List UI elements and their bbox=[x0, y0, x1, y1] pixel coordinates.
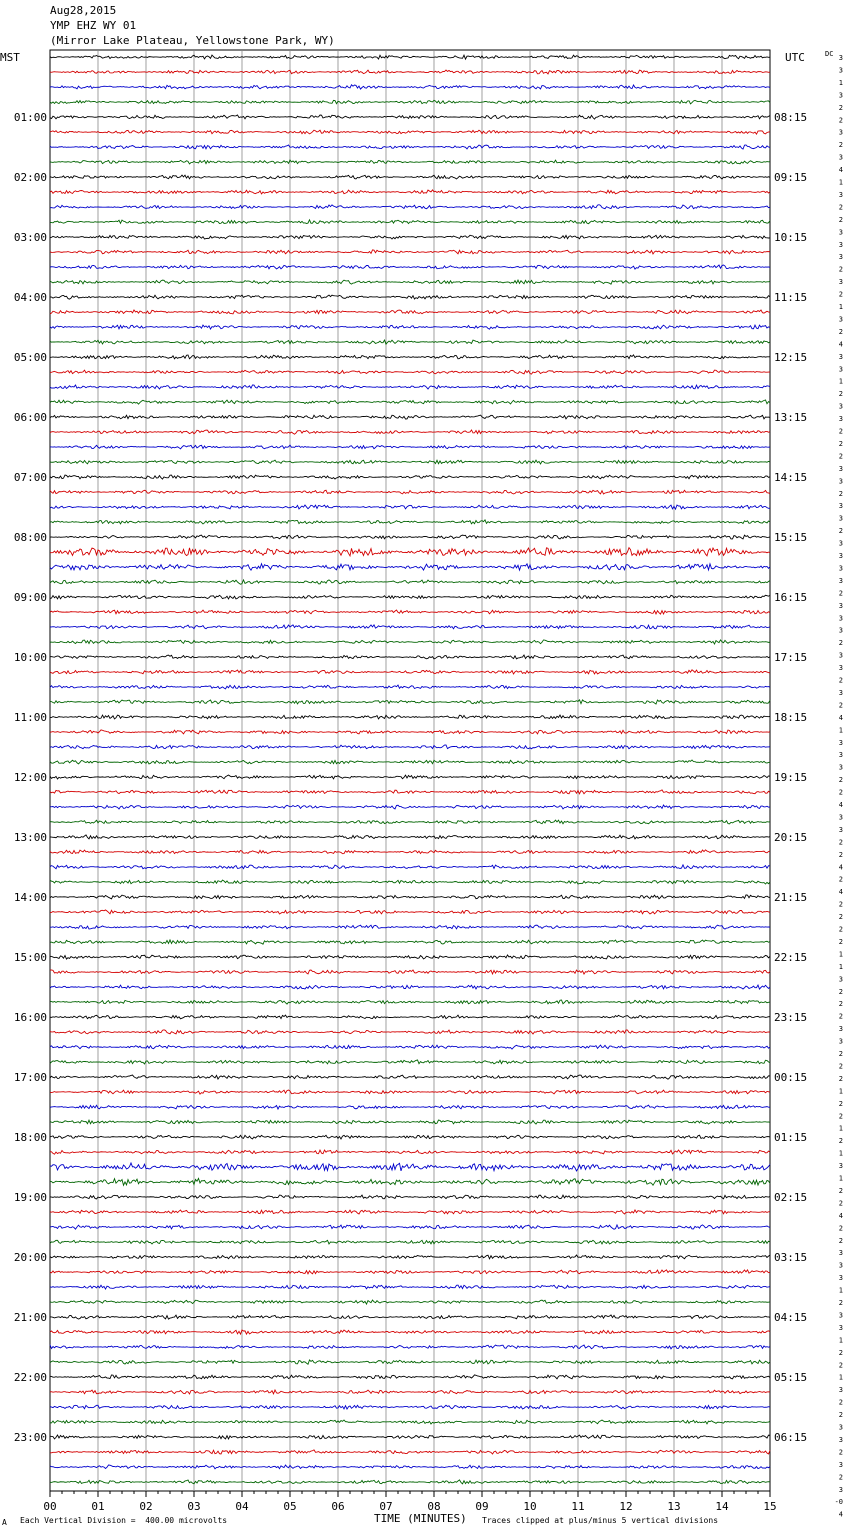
seismic-trace bbox=[50, 340, 770, 344]
seismic-trace bbox=[50, 475, 770, 479]
seismic-trace bbox=[50, 100, 770, 104]
dc-offset-value: 4 bbox=[838, 1211, 843, 1220]
hour-label-utc: 22:15 bbox=[774, 951, 808, 964]
hour-label-utc: 05:15 bbox=[774, 1371, 808, 1384]
dc-offset-value: 2 bbox=[838, 103, 843, 112]
seismic-trace bbox=[50, 1195, 770, 1199]
dc-offset-value: 3 bbox=[838, 91, 843, 100]
dc-offset-value: 3 bbox=[838, 1460, 843, 1469]
dc-label: DC bbox=[825, 50, 834, 58]
seismic-trace bbox=[50, 220, 770, 224]
dc-offset-value: 1 bbox=[838, 78, 843, 87]
dc-offset-value: 3 bbox=[838, 738, 843, 747]
dc-offset-value: 4 bbox=[838, 863, 843, 872]
seismic-trace bbox=[50, 55, 770, 59]
hour-label-mst: 14:00 bbox=[13, 891, 47, 904]
seismic-trace bbox=[50, 715, 770, 719]
hour-label-utc: 16:15 bbox=[774, 591, 808, 604]
seismic-trace bbox=[50, 1225, 770, 1229]
hour-label-mst: 10:00 bbox=[13, 651, 47, 664]
seismic-trace bbox=[50, 70, 770, 74]
seismic-trace bbox=[50, 625, 770, 629]
hour-label-utc: 13:15 bbox=[774, 411, 808, 424]
dc-offset-value: 2 bbox=[838, 141, 843, 150]
seismic-trace bbox=[50, 955, 770, 959]
seismic-trace bbox=[50, 1255, 770, 1259]
hour-label-mst: 04:00 bbox=[13, 291, 47, 304]
hour-label-utc: 10:15 bbox=[774, 231, 808, 244]
seismic-trace bbox=[50, 940, 770, 944]
seismic-trace bbox=[50, 310, 770, 314]
dc-offset-value: 2 bbox=[838, 1448, 843, 1457]
hour-label-utc: 17:15 bbox=[774, 651, 808, 664]
dc-offset-value: 2 bbox=[838, 1112, 843, 1121]
x-tick-label: 04 bbox=[235, 1500, 249, 1513]
hour-label-mst: 12:00 bbox=[13, 771, 47, 784]
x-tick-label: 05 bbox=[283, 1500, 297, 1513]
seismic-trace bbox=[50, 640, 770, 644]
x-tick-label: 03 bbox=[187, 1500, 201, 1513]
hour-label-utc: 20:15 bbox=[774, 831, 808, 844]
dc-offset-value: 2 bbox=[838, 1361, 843, 1370]
dc-offset-value: 3 bbox=[838, 1261, 843, 1270]
seismic-trace bbox=[50, 1375, 770, 1379]
seismic-trace bbox=[50, 160, 770, 164]
dc-offset-value: 2 bbox=[838, 1000, 843, 1009]
dc-offset-value: 2 bbox=[838, 1099, 843, 1108]
hour-label-mst: 01:00 bbox=[13, 111, 47, 124]
dc-offset-value: 2 bbox=[838, 452, 843, 461]
seismic-trace bbox=[50, 760, 770, 764]
dc-offset-value: -0 bbox=[834, 1498, 843, 1507]
dc-offset-value: 2 bbox=[838, 1137, 843, 1146]
dc-offset-value: 1 bbox=[838, 1124, 843, 1133]
seismic-trace bbox=[50, 580, 770, 584]
dc-offset-value: 2 bbox=[838, 290, 843, 299]
seismic-trace bbox=[50, 370, 770, 374]
station-label: YMP EHZ WY 01 bbox=[50, 19, 137, 32]
dc-offset-value: 3 bbox=[838, 1423, 843, 1432]
seismic-trace bbox=[50, 1345, 770, 1349]
seismic-trace bbox=[50, 1390, 770, 1394]
dc-offset-value: 3 bbox=[838, 153, 843, 162]
hour-label-utc: 14:15 bbox=[774, 471, 808, 484]
seismic-trace bbox=[50, 835, 770, 839]
dc-offset-value: 2 bbox=[838, 1186, 843, 1195]
dc-offset-value: 3 bbox=[838, 402, 843, 411]
seismic-trace bbox=[50, 400, 770, 404]
hour-label-utc: 02:15 bbox=[774, 1191, 808, 1204]
seismic-trace bbox=[50, 460, 770, 464]
seismic-trace bbox=[50, 1210, 770, 1214]
seismic-trace bbox=[50, 385, 770, 389]
seismic-trace bbox=[50, 730, 770, 734]
dc-offset-value: 3 bbox=[838, 1323, 843, 1332]
dc-offset-value: 3 bbox=[838, 539, 843, 548]
seismic-trace bbox=[50, 670, 770, 674]
hour-label-mst: 06:00 bbox=[13, 411, 47, 424]
dc-offset-value: 1 bbox=[838, 726, 843, 735]
seismic-trace bbox=[50, 1015, 770, 1019]
dc-offset-value: 2 bbox=[838, 265, 843, 274]
dc-offset-value: 2 bbox=[838, 1199, 843, 1208]
dc-offset-value: 2 bbox=[838, 116, 843, 125]
dc-offset-value: 2 bbox=[838, 925, 843, 934]
seismic-trace bbox=[50, 595, 770, 599]
dc-offset-value: 2 bbox=[838, 1348, 843, 1357]
dc-offset-value: 1 bbox=[838, 178, 843, 187]
dc-offset-value: 1 bbox=[838, 1174, 843, 1183]
corner-mark: A bbox=[2, 1518, 7, 1527]
x-tick-label: 00 bbox=[43, 1500, 57, 1513]
x-tick-label: 07 bbox=[379, 1500, 393, 1513]
dc-offset-value: 2 bbox=[838, 1062, 843, 1071]
seismic-trace bbox=[50, 535, 770, 539]
x-tick-label: 11 bbox=[571, 1500, 585, 1513]
seismic-trace bbox=[50, 1163, 770, 1171]
hour-label-mst: 21:00 bbox=[13, 1311, 47, 1324]
dc-offset-value: 4 bbox=[838, 340, 843, 349]
seismic-trace bbox=[50, 145, 770, 149]
x-axis-label: TIME (MINUTES) bbox=[374, 1512, 467, 1525]
seismic-trace bbox=[50, 1450, 770, 1454]
dc-offset-value: 3 bbox=[838, 1435, 843, 1444]
seismic-trace bbox=[50, 805, 770, 809]
dc-offset-value: 2 bbox=[838, 776, 843, 785]
dc-offset-value: 3 bbox=[838, 1311, 843, 1320]
hour-label-utc: 03:15 bbox=[774, 1251, 808, 1264]
seismic-trace bbox=[50, 505, 770, 509]
dc-offset-value: 2 bbox=[838, 937, 843, 946]
seismic-trace bbox=[50, 1045, 770, 1049]
dc-offset-value: 2 bbox=[838, 838, 843, 847]
hour-label-utc: 15:15 bbox=[774, 531, 808, 544]
seismic-trace bbox=[50, 1105, 770, 1109]
hour-label-mst: 07:00 bbox=[13, 471, 47, 484]
dc-offset-value: 2 bbox=[838, 850, 843, 859]
hour-label-mst: 08:00 bbox=[13, 531, 47, 544]
seismic-trace bbox=[50, 895, 770, 899]
dc-offset-value: 4 bbox=[838, 713, 843, 722]
seismic-trace bbox=[50, 1360, 770, 1364]
dc-offset-value: 3 bbox=[838, 315, 843, 324]
dc-offset-value: 3 bbox=[838, 352, 843, 361]
x-tick-label: 13 bbox=[667, 1500, 681, 1513]
dc-offset-value: 3 bbox=[838, 365, 843, 374]
dc-offset-value: 1 bbox=[838, 1286, 843, 1295]
left-axis-title: MST bbox=[0, 51, 20, 64]
hour-label-mst: 11:00 bbox=[13, 711, 47, 724]
scale-note: Each Vertical Division = 400.00 microvolts bbox=[20, 1516, 228, 1525]
dc-offset-value: 2 bbox=[838, 1398, 843, 1407]
dc-offset-value: 3 bbox=[838, 415, 843, 424]
dc-offset-value: 3 bbox=[838, 66, 843, 75]
seismic-trace bbox=[50, 1120, 770, 1124]
seismic-trace bbox=[50, 355, 770, 359]
seismic-trace bbox=[50, 745, 770, 749]
dc-offset-value: 3 bbox=[838, 564, 843, 573]
seismic-trace bbox=[50, 610, 770, 614]
seismic-trace bbox=[50, 265, 770, 269]
seismic-trace bbox=[50, 970, 770, 974]
dc-offset-value: 3 bbox=[838, 502, 843, 511]
seismic-trace bbox=[50, 175, 770, 179]
hour-label-utc: 09:15 bbox=[774, 171, 808, 184]
dc-offset-value: 3 bbox=[838, 813, 843, 822]
dc-offset-value: 2 bbox=[838, 489, 843, 498]
x-tick-label: 14 bbox=[715, 1500, 729, 1513]
hour-label-mst: 22:00 bbox=[13, 1371, 47, 1384]
dc-offset-value: 3 bbox=[838, 1249, 843, 1258]
seismic-trace bbox=[50, 1090, 770, 1094]
seismic-trace bbox=[50, 1000, 770, 1004]
seismic-trace bbox=[50, 1465, 770, 1469]
dc-offset-value: 2 bbox=[838, 1411, 843, 1420]
seismic-trace bbox=[50, 1330, 770, 1334]
seismic-trace bbox=[50, 685, 770, 689]
hour-label-mst: 20:00 bbox=[13, 1251, 47, 1264]
seismic-trace bbox=[50, 1150, 770, 1154]
seismic-trace bbox=[50, 1405, 770, 1409]
x-tick-label: 06 bbox=[331, 1500, 345, 1513]
x-tick-label: 01 bbox=[91, 1500, 105, 1513]
dc-offset-value: 2 bbox=[838, 439, 843, 448]
seismic-trace bbox=[50, 1315, 770, 1319]
dc-offset-value: 3 bbox=[838, 825, 843, 834]
seismic-trace bbox=[50, 115, 770, 119]
hour-label-mst: 16:00 bbox=[13, 1011, 47, 1024]
x-tick-label: 02 bbox=[139, 1500, 153, 1513]
seismic-trace bbox=[50, 250, 770, 254]
dc-offset-value: 3 bbox=[838, 688, 843, 697]
dc-offset-value: 1 bbox=[838, 1336, 843, 1345]
hour-label-mst: 19:00 bbox=[13, 1191, 47, 1204]
dc-offset-value: 2 bbox=[838, 701, 843, 710]
dc-offset-value: 2 bbox=[838, 676, 843, 685]
hour-label-utc: 04:15 bbox=[774, 1311, 808, 1324]
dc-offset-value: 4 bbox=[838, 1510, 843, 1519]
hour-label-utc: 19:15 bbox=[774, 771, 808, 784]
hour-label-utc: 06:15 bbox=[774, 1431, 808, 1444]
seismic-trace bbox=[50, 1030, 770, 1034]
seismic-trace bbox=[50, 548, 770, 556]
dc-offset-value: 4 bbox=[838, 166, 843, 175]
hour-label-mst: 15:00 bbox=[13, 951, 47, 964]
dc-offset-value: 3 bbox=[838, 651, 843, 660]
dc-offset-value: 2 bbox=[838, 1012, 843, 1021]
seismic-trace bbox=[50, 1270, 770, 1274]
hour-label-utc: 12:15 bbox=[774, 351, 808, 364]
date-label: Aug28,2015 bbox=[50, 4, 117, 17]
seismic-trace bbox=[50, 1300, 770, 1304]
dc-offset-value: 3 bbox=[838, 1162, 843, 1171]
dc-offset-value: 2 bbox=[838, 527, 843, 536]
seismic-trace bbox=[50, 910, 770, 914]
right-axis-title: UTC bbox=[785, 51, 805, 64]
hour-label-utc: 00:15 bbox=[774, 1071, 808, 1084]
dc-offset-value: 2 bbox=[838, 390, 843, 399]
dc-offset-value: 2 bbox=[838, 1473, 843, 1482]
dc-offset-value: 2 bbox=[838, 987, 843, 996]
dc-offset-value: 3 bbox=[838, 1274, 843, 1283]
dc-offset-value: 3 bbox=[838, 514, 843, 523]
dc-offset-value: 3 bbox=[838, 464, 843, 473]
seismic-trace bbox=[50, 1420, 770, 1424]
hour-label-utc: 21:15 bbox=[774, 891, 808, 904]
x-tick-label: 10 bbox=[523, 1500, 537, 1513]
dc-offset-value: 2 bbox=[838, 913, 843, 922]
dc-offset-value: 3 bbox=[838, 1386, 843, 1395]
seismic-trace bbox=[50, 865, 770, 869]
dc-offset-value: 3 bbox=[838, 228, 843, 237]
dc-offset-value: 3 bbox=[838, 190, 843, 199]
seismic-trace bbox=[50, 564, 770, 570]
hour-label-mst: 05:00 bbox=[13, 351, 47, 364]
hour-label-mst: 03:00 bbox=[13, 231, 47, 244]
seismic-trace bbox=[50, 325, 770, 329]
hour-label-utc: 08:15 bbox=[774, 111, 808, 124]
location-label: (Mirror Lake Plateau, Yellowstone Park, WY) bbox=[50, 34, 335, 47]
dc-offset-value: 3 bbox=[838, 626, 843, 635]
dc-offset-value: 1 bbox=[838, 962, 843, 971]
dc-offset-value: 2 bbox=[838, 900, 843, 909]
dc-offset-value: 3 bbox=[838, 601, 843, 610]
seismic-trace bbox=[50, 1240, 770, 1244]
hour-label-mst: 02:00 bbox=[13, 171, 47, 184]
dc-offset-value: 2 bbox=[838, 1299, 843, 1307]
x-tick-label: 09 bbox=[475, 1500, 489, 1513]
dc-offset-value: 3 bbox=[838, 751, 843, 760]
dc-offset-value: 4 bbox=[838, 888, 843, 897]
dc-offset-value: 2 bbox=[838, 1074, 843, 1083]
dc-offset-value: 3 bbox=[838, 975, 843, 984]
seismic-trace bbox=[50, 880, 770, 884]
seismic-trace bbox=[50, 1480, 770, 1484]
dc-offset-value: 3 bbox=[838, 278, 843, 287]
dc-offset-value: 2 bbox=[838, 639, 843, 648]
x-tick-label: 08 bbox=[427, 1500, 441, 1513]
seismic-trace bbox=[50, 85, 770, 89]
dc-offset-value: 3 bbox=[838, 576, 843, 585]
seismic-trace bbox=[50, 1060, 770, 1064]
dc-offset-value: 1 bbox=[838, 1087, 843, 1096]
dc-offset-value: 3 bbox=[838, 763, 843, 772]
hour-label-mst: 17:00 bbox=[13, 1071, 47, 1084]
seismic-trace bbox=[50, 205, 770, 209]
dc-offset-value: 3 bbox=[838, 128, 843, 137]
dc-offset-value: 2 bbox=[838, 1224, 843, 1233]
seismic-trace bbox=[50, 1435, 770, 1439]
x-tick-label: 12 bbox=[619, 1500, 633, 1513]
hour-label-mst: 13:00 bbox=[13, 831, 47, 844]
seismic-trace bbox=[50, 1178, 770, 1185]
dc-offset-value: 2 bbox=[838, 215, 843, 224]
dc-offset-value: 1 bbox=[838, 1149, 843, 1158]
hour-label-utc: 11:15 bbox=[774, 291, 808, 304]
dc-offset-value: 3 bbox=[838, 477, 843, 486]
seismic-trace bbox=[50, 1285, 770, 1289]
seismic-trace bbox=[50, 280, 770, 284]
dc-offset-value: 1 bbox=[838, 1373, 843, 1382]
dc-offset-value: 1 bbox=[838, 950, 843, 959]
seismic-trace bbox=[50, 985, 770, 989]
seismic-trace bbox=[50, 925, 770, 929]
seismic-trace bbox=[50, 1075, 770, 1079]
dc-offset-value: 3 bbox=[838, 253, 843, 262]
clip-note: Traces clipped at plus/minus 5 vertical divisions bbox=[482, 1516, 719, 1525]
dc-offset-value: 2 bbox=[838, 1236, 843, 1245]
seismic-trace bbox=[50, 790, 770, 794]
dc-offset-value: 2 bbox=[838, 875, 843, 884]
seismic-trace bbox=[50, 295, 770, 299]
dc-offset-value: 2 bbox=[838, 589, 843, 598]
dc-offset-value: 2 bbox=[838, 1050, 843, 1058]
dc-offset-value: 3 bbox=[838, 614, 843, 623]
seismic-trace bbox=[50, 820, 770, 824]
dc-offset-value: 3 bbox=[838, 552, 843, 560]
seismic-trace bbox=[50, 235, 770, 239]
dc-offset-value: 3 bbox=[838, 1485, 843, 1494]
dc-offset-value: 3 bbox=[838, 664, 843, 673]
seismic-trace bbox=[50, 430, 770, 434]
dc-offset-value: 3 bbox=[838, 1037, 843, 1046]
dc-offset-value: 1 bbox=[838, 377, 843, 386]
seismic-trace bbox=[50, 490, 770, 494]
hour-label-mst: 23:00 bbox=[13, 1431, 47, 1444]
dc-offset-value: 2 bbox=[838, 203, 843, 212]
seismic-trace bbox=[50, 415, 770, 419]
seismic-trace bbox=[50, 190, 770, 194]
hour-label-utc: 18:15 bbox=[774, 711, 808, 724]
dc-offset-value: 2 bbox=[838, 788, 843, 797]
seismic-trace bbox=[50, 130, 770, 134]
seismic-trace bbox=[50, 445, 770, 449]
hour-label-utc: 23:15 bbox=[774, 1011, 808, 1024]
seismic-trace bbox=[50, 850, 770, 854]
dc-offset-value: 2 bbox=[838, 327, 843, 336]
hour-label-mst: 18:00 bbox=[13, 1131, 47, 1144]
dc-offset-value: 3 bbox=[838, 54, 843, 62]
dc-offset-value: 2 bbox=[838, 427, 843, 436]
x-tick-label: 15 bbox=[763, 1500, 777, 1513]
hour-label-mst: 09:00 bbox=[13, 591, 47, 604]
seismic-trace bbox=[50, 1135, 770, 1139]
seismic-trace bbox=[50, 520, 770, 524]
dc-offset-value: 1 bbox=[838, 303, 843, 311]
dc-offset-value: 4 bbox=[838, 801, 843, 809]
seismic-trace bbox=[50, 655, 770, 659]
hour-label-utc: 01:15 bbox=[774, 1131, 808, 1144]
seismic-trace bbox=[50, 700, 770, 704]
dc-offset-value: 3 bbox=[838, 240, 843, 249]
seismic-trace bbox=[50, 775, 770, 779]
dc-offset-value: 3 bbox=[838, 1025, 843, 1034]
